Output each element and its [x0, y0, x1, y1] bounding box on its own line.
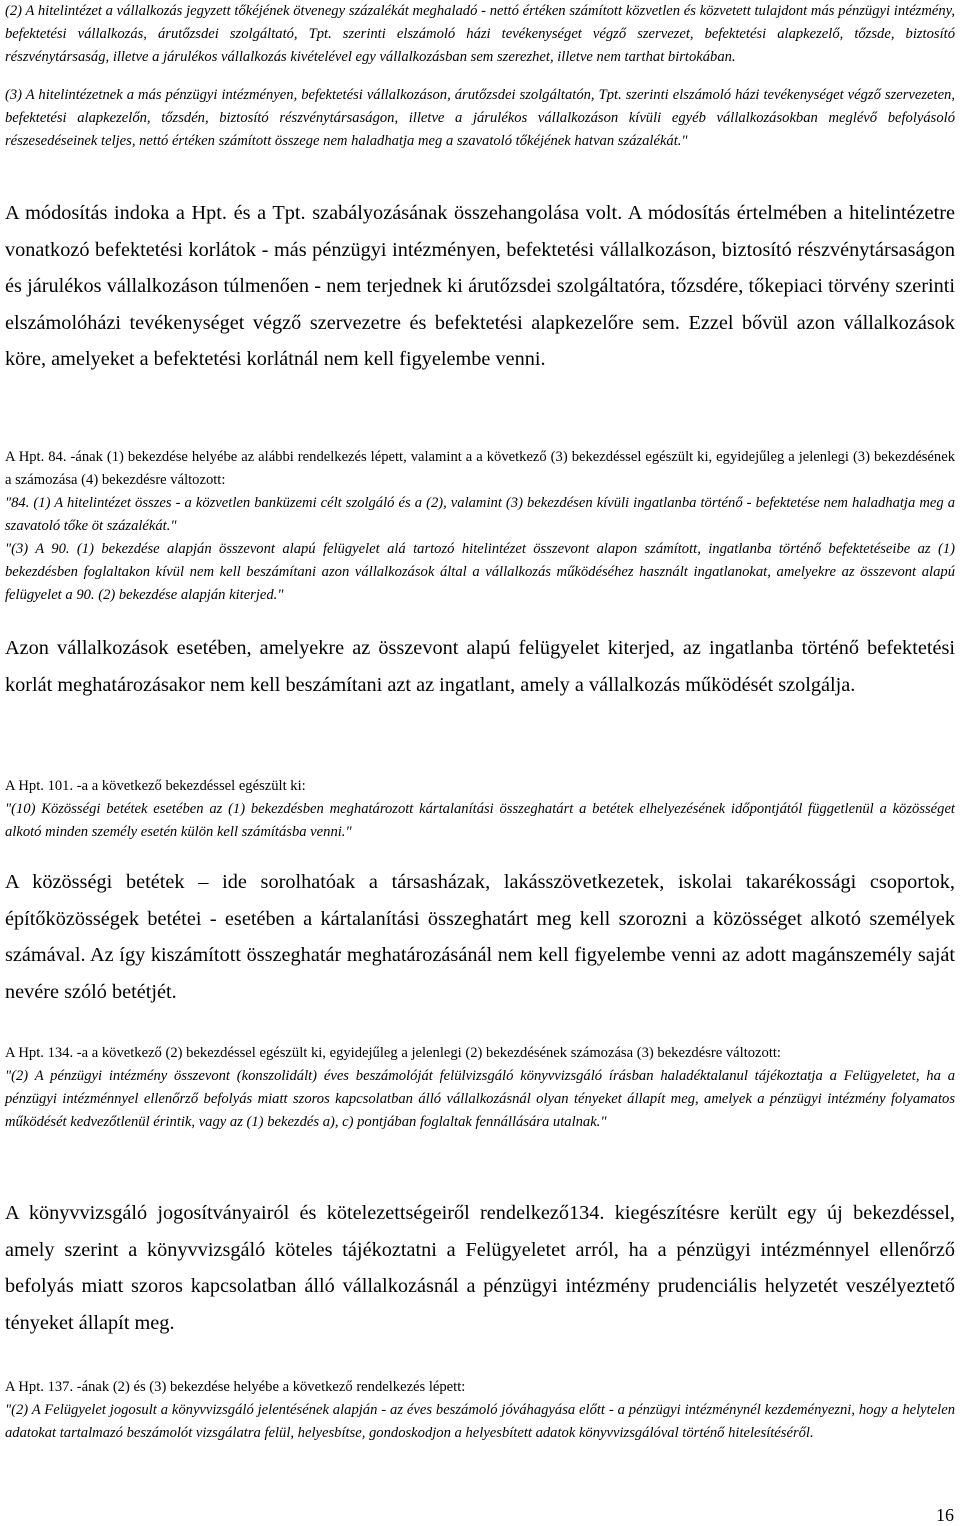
commentary-paragraph-2: Azon vállalkozások esetében, amelyekre az összevont alapú felügyelet kiterjed, az ingatlanba történő befektetési korlát meghatározásakor nem kell beszámítani azt az ingatlant, amely a vállalkozás működését szolgálja.: [5, 637, 955, 696]
amendment-intro: A Hpt. 101. -a a következő bekezdéssel egészült ki:: [5, 778, 306, 794]
quoted-paragraph-2: (2) A hitelintézet a vállalkozás jegyzett tőkéjének ötvenegy százalékát meghaladó - nettó értéken számított közvetlen és közvetett tulajdont más pénzügyi intézmény, befektetési vállalkozás, árutőzsdei szolgáltató, Tpt. szerinti elszámoló házi tevékenységet végző szervezet, befektetési alapkezelő, tőzsde, biztosító részvénytársaság, illetve a járulékos vállalkozás kivételével egy vállalkozásban sem szerezhet, illetve nem tarthat birtokában.: [5, 3, 955, 65]
amendment-section-101: [5, 775, 955, 844]
quoted-paragraph-3: (3) A hitelintézetnek a más pénzügyi intézményen, befektetési vállalkozáson, árutőzsdei szolgáltatón, Tpt. szerinti elszámoló házi tevékenységet végző szervezeten, befektetési alapkezelőn, tőzsdén, biztosító részvénytársaságon, illetve a járulékos vállalkozáson kívüli egyéb vállalkozásokban meglévő befolyásoló részesedéseinek teljes, nettó értéken számított összege nem haladhatja meg a szavatoló tőkéjének hatvan százalékát.": [5, 87, 955, 149]
amendment-quote-84-3: "(3) A 90. (1) bekezdése alapján összevont alapú felügyelet alá tartozó hitelintézet összevont alapon számított, ingatlanba történő befektetéseibe az (1) bekezdésben foglaltakon kívül nem kell beszámítani azon vállalkozások által a vállalkozás működéséhez használt ingatlanokat, amelyekre az összevont alapú felügyelet a 90. (2) bekezdése alapján kiterjed.": [5, 541, 955, 603]
commentary-paragraph-1: A módosítás indoka a Hpt. és a Tpt. szabályozásának összehangolása volt. A módosítás értelmében a hitelintézetre vonatkozó befektetési korlátok - más pénzügyi intézményen, befektetési vállalkozáson, biztosító részvénytársaságon és járulékos vállalkozáson túlmenően - nem terjednek ki árutőzsdei szolgáltatóra, tőzsdére, tőkepiaci törvény szerinti elszámolóházi tevékenységet végző szervezetre és befektetési alapkezelőre sem. Ezzel bővül azon vállalkozások köre, amelyeket a befektetési korlátnál nem kell figyelembe venni.: [5, 202, 955, 370]
commentary-paragraph-4: A könyvvizsgáló jogosítványairól és kötelezettségeiről rendelkező134. kiegészítésre került egy új bekezdéssel, amely szerint a könyvvizsgáló köteles tájékoztatni a Felügyeletet arról, ha a pénzügyi intézménnyel ellenőrző befolyás miatt szoros kapcsolatban álló vállalkozásnál a pénzügyi intézmény prudenciális helyzetét veszélyeztető tényeket állapít meg.: [5, 1202, 955, 1334]
amendment-section-84: [5, 446, 955, 607]
amendment-quote-137: "(2) A Felügyelet jogosult a könyvvizsgáló jelentésének alapján - az éves beszámoló jóváhagyása előtt - a pénzügyi intézménynél kezdeményezni, hogy a helytelen adatokat tartalmazó beszámolót vizsgálatra felül, helyesbítse, gondoskodjon a helyesbített adatok könyvvizsgálóval történő hitelesítéséről.: [5, 1402, 955, 1441]
amendment-quote-101: "(10) Közösségi betétek esetében az (1) bekezdésben meghatározott kártalanítási összeghatárt a betétek elhelyezésének időpontjától függetlenül a közösséget alkotó minden személy esetén külön kell számításba venni.": [5, 801, 955, 840]
amendment-quote-134: "(2) A pénzügyi intézmény összevont (konszolidált) éves beszámolóját felülvizsgáló könyvvizsgáló írásban haladéktalanul tájékoztatja a Felügyeletet, ha a pénzügyi intézménnyel ellenőrző befolyás miatt szoros kapcsolatban álló vállalkozásnál olyan tényeket állapít meg, amelyek a pénzügyi intézmény folyamatos működését kedvezőtlenül érintik, vagy az (1) bekezdés a), c) pontjában foglaltak fennállására utalnak.": [5, 1068, 955, 1130]
amendment-intro: A Hpt. 137. -ának (2) és (3) bekezdése helyébe a következő rendelkezés lépett:: [5, 1379, 466, 1395]
amendment-quote-84-1: "84. (1) A hitelintézet összes - a közvetlen banküzemi célt szolgáló és a (2), valamint (3) bekezdésen kívüli ingatlanba történő - befektetése nem haladhatja meg a szavatoló tőke öt százalékát.": [5, 495, 955, 534]
amendment-section-137: [5, 1376, 955, 1445]
commentary-paragraph-3: A közösségi betétek – ide sorolhatóak a társasházak, lakásszövetkezetek, iskolai takarékossági csoportok, építőközösségek betétei - esetében a kártalanítási összeghatárt meg kell szorozni a közösséget alkotó személyek számával. Az így kiszámított összeghatár meghatározásánál nem kell figyelembe venni az adott magánszemély saját nevére szóló betétjét.: [5, 871, 955, 1003]
page-number: 16: [936, 1505, 954, 1525]
amendment-intro: A Hpt. 134. -a a következő (2) bekezdéssel egészült ki, egyidejűleg a jelenlegi (2) bekezdésének számozása (3) bekezdésre változott:: [5, 1045, 781, 1061]
amendment-intro: A Hpt. 84. -ának (1) bekezdése helyébe az alábbi rendelkezés lépett, valamint a a következő (3) bekezdéssel egészült ki, egyidejűleg a jelenlegi (3) bekezdésének a számozása (4) bekezdésre változott:: [5, 449, 955, 488]
amendment-section-134: [5, 1042, 955, 1134]
